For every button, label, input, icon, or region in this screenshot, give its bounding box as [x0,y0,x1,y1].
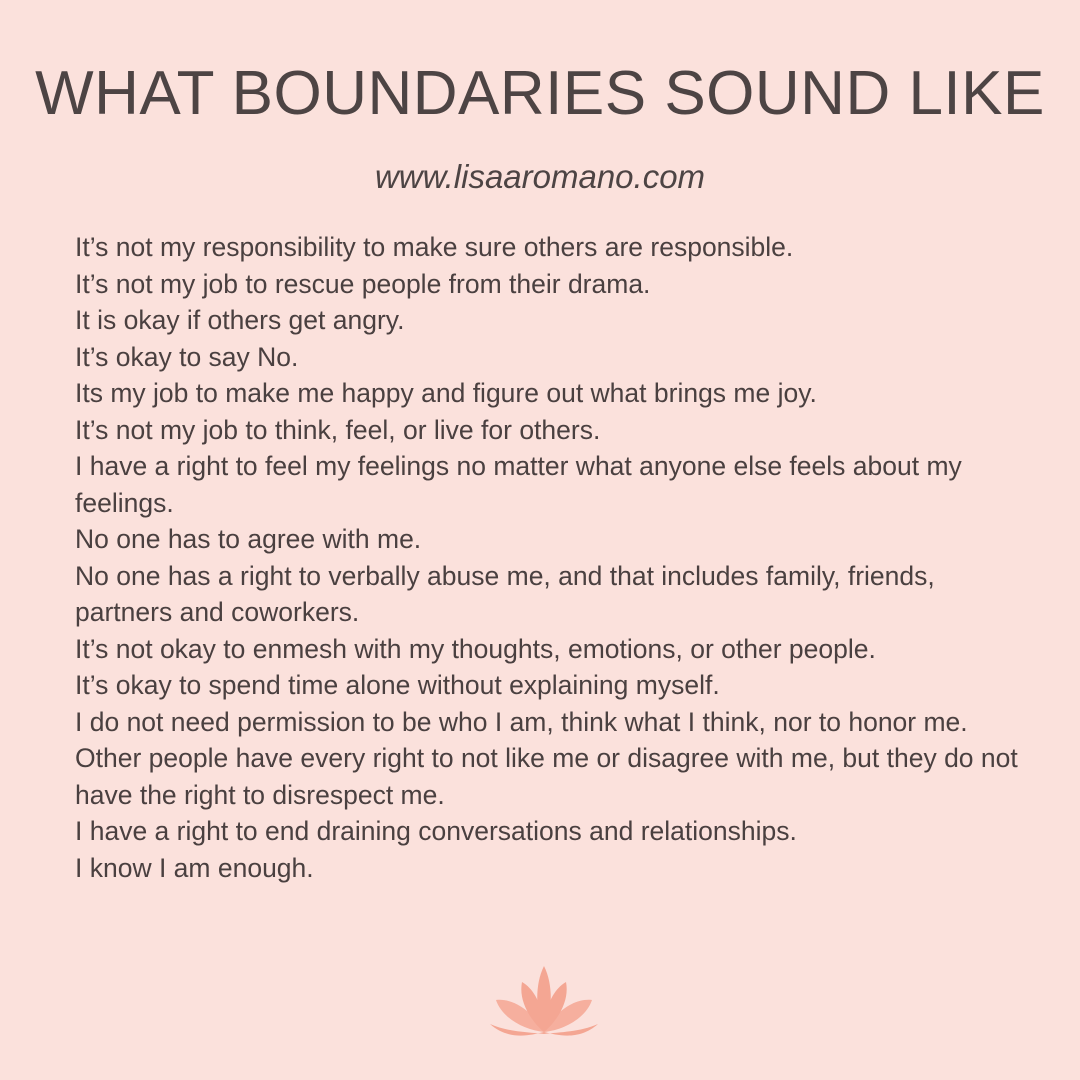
lotus-icon [488,962,600,1040]
list-item: It’s not my job to think, feel, or live for others. [75,414,601,445]
list-item: No one has to agree with me. [75,524,422,554]
list-item: It’s okay to spend time alone without explaining myself. [75,670,720,700]
list-item: It is okay if others get angry. [75,305,405,335]
list-item: No one has a right to verbally abuse me, and that includes family, friends, partners and coworkers. [75,560,935,627]
page-title: WHAT BOUNDARIES SOUND LIKE [35,59,1045,128]
website-link: www.lisaaromano.com [374,158,706,195]
list-item: I have a right to feel my feelings no matter what anyone else feels about my feelings. [75,451,962,518]
list-item: I know I am enough. [75,852,314,883]
list-item: It’s not my job to rescue people from their drama. [75,268,651,299]
boundary-statements-list [75,229,1035,886]
list-item: I do not need permission to be who I am, think what I think, nor to honor me. [75,706,968,737]
list-item: I have a right to end draining conversations and relationships. [75,816,797,846]
list-item: Other people have every right to not like me or disagree with me, but they do not have the right to disrespect me. [75,743,1018,810]
list-item: It’s not my responsibility to make sure others are responsible. [75,232,794,262]
list-item: Its my job to make me happy and figure out what brings me joy. [75,378,817,408]
list-item: It’s okay to say No. [75,341,299,372]
list-item: It’s not okay to enmesh with my thoughts, emotions, or other people. [75,633,876,664]
